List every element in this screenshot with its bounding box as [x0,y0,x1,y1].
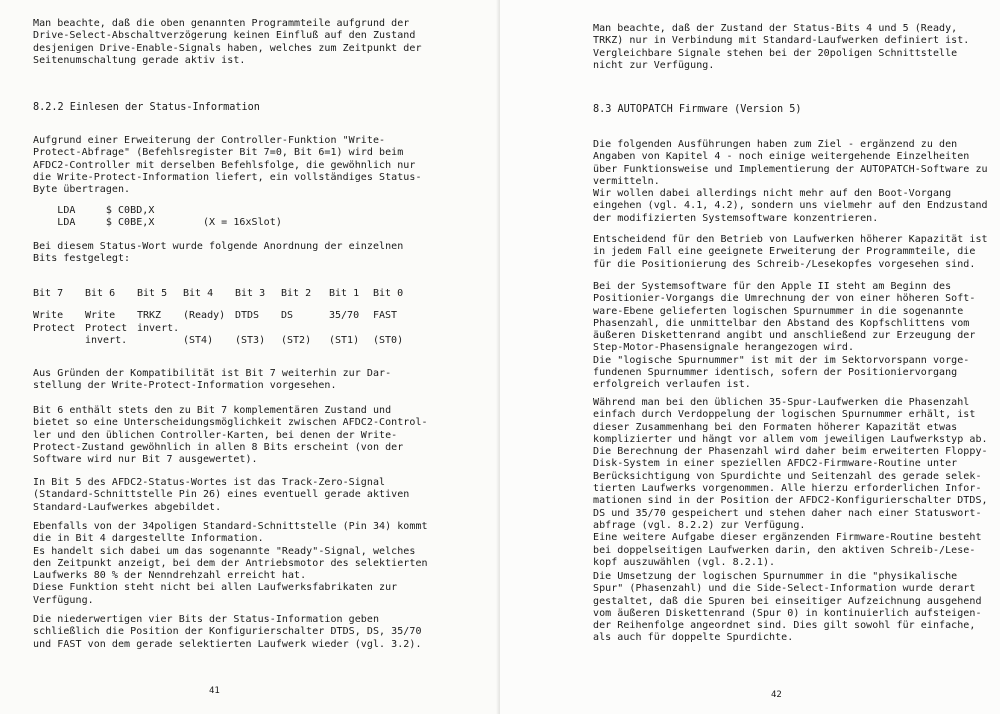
table-header-cell: Bit 1 [329,288,360,299]
page-number: 41 [209,686,220,696]
table-header-row [33,288,413,300]
page-number: 42 [771,690,782,700]
table-cell: FAST [373,310,398,322]
table-cell: invert. [137,322,180,334]
paragraph: Entscheidend für den Betrieb von Laufwerken höherer Kapazität ist in jedem Fall eine geeignete Erweiterung der Programmteile, die für die Positionierung des Schreib-/Lesekopfes vorgesehen sind. [593,234,988,270]
paragraph: In Bit 5 des AFDC2-Status-Wortes ist das Track-Zero-Signal (Standard-Schnittstelle Pin 26) eines eventuell gerade aktiven Standard-Laufwerkes abgebildet. [33,477,410,513]
paragraph: Bei der Systemsoftware für den Apple II steht am Beginn des Positionier-Vorgangs die Umrechnung der von einer höheren Soft- ware-Ebene gelieferten logischen Spurnummer in die sogenannte Phasenzahl, die unmittelbar den Abstand des Kopfschlittens vom äußeren Diskettenrand angibt und anschließend zur Erzeugung der Step-Motor-Phasensignale herangezogen wird. Die "logische Spurnummer" ist mit der im Sektorvorspann vorge- fundenen Spurnummer identisch, sofern der Positioniervorgang erfolgreich verlaufen ist. [593,281,976,391]
code-listing: LDA $ C0BD,X LDA $ C0BE,X (X = 16xSlot) [57,205,282,229]
table-cell: (ST2) [281,334,312,346]
right-page [500,0,1000,714]
paragraph: Ebenfalls von der 34poligen Standard-Schnittstelle (Pin 34) kommt die in Bit 4 dargestellte Information. Es handelt sich dabei um das sogenannte "Ready"-Signal, welches den Zeitpunkt anzeigt, bei dem der Antriebsmotor des selektierten Laufwerks 80 % der Nenndrehzahl erreicht hat. Diese Funktion steht nicht bei allen Laufwerksfabrikaten zur Verfügung. [33,521,428,606]
table-cell: (ST0) [373,334,404,346]
table-cell: (ST3) [235,334,266,346]
table-header-cell: Bit 0 [373,288,404,299]
table-cell: (ST4) [183,334,214,346]
intro-paragraph: Man beachte, daß der Zustand der Status-Bits 4 und 5 (Ready, TRKZ) nur in Verbindung mit Standard-Laufwerken definiert ist. Vergleichbare Signale stehen bei der 20poligen Schnittstelle nicht zur Verfügung. [593,23,970,71]
paragraph: Während man bei den üblichen 35-Spur-Laufwerken die Phasenzahl einfach durch Verdoppelung der logischen Spurnummer erhält, ist dieser Zusammenhang bei den Formaten höherer Kapazität etwas komplizierter und hängt vor allem vom jeweiligen Laufwerkstyp ab. Die Berechnung der Phasenzahl wird daher beim erweiterten Floppy- Disk-System in einer speziellen AFDC2-Firmware-Routine unter Berücksichtigung von Spurdichte und Seitenzahl des gerade selek- tierten Laufwerks vorgenommen. Alle hierzu erforderlichen Infor- mationen sind in der Position der AFDC2-Konfigurierschalter DTDS, DS und 35/70 gespeichert und stehen daher nach einer Statuswort- abfrage (vgl. 8.2.2) zur Verfügung. Eine weitere Aufgabe dieser ergänzenden Firmware-Routine besteht bei doppelseitigen Laufwerken darin, den aktiven Schreib-/Lese- kopf auszuwählen (vgl. 8.2.1). [593,397,988,568]
table-header-cell: Bit 6 [85,288,116,299]
section-heading: 8.2.2 Einlesen der Status-Information [33,102,260,113]
table-cell [373,323,413,335]
table-header-cell: Bit 4 [183,288,214,299]
table-cell: Protect [33,322,76,334]
table-cell: Protect [85,322,128,334]
table-cell: DTDS [235,310,260,322]
status-bit-table [33,288,413,347]
table-cell [33,335,85,347]
table-row [33,335,413,347]
table-cell [281,323,329,335]
paragraph: Bit 6 enthält stets den zu Bit 7 komplementären Zustand und bietet so eine Unterscheidungsmöglichkeit zwischen AFDC2-Control- ler und den üblichen Controller-Karten, bei denen der Write- Protect-Zustand gewöhnlich in allen 8 Bits erscheint (von der Software wird nur Bit 7 ausgewertet). [33,405,428,466]
table-cell: (Ready) [183,310,226,322]
table-cell: invert. [85,334,128,346]
table-header-cell: Bit 2 [281,288,312,299]
paragraph: Die niederwertigen vier Bits der Status-Information geben schließlich die Position der Konfigurierschalter DTDS, DS, 35/70 und FAST von dem gerade selektierten Laufwerk wieder (vgl. 3.2). [33,614,422,650]
table-cell: DS [281,310,294,322]
table-header-cell: Bit 3 [235,288,266,299]
table-cell: 35/70 [329,310,360,322]
table-cell [329,323,373,335]
table-cell: TRKZ [137,310,162,322]
table-row [33,323,413,335]
paragraph: Aus Gründen der Kompatibilität ist Bit 7 weiterhin zur Dar- stellung der Write-Protect-Information vorgesehen. [33,368,392,392]
table-cell: (ST1) [329,334,360,346]
paragraph: Die folgenden Ausführungen haben zum Ziel - ergänzend zu den Angaben von Kapitel 4 - noch einige weitergehende Einzelheiten über Funktionsweise und Implementierung der AUTOPATCH-Software zu vermitteln. Wir wollen dabei allerdings nicht mehr auf den Boot-Vorgang eingehen (vgl. 4.1, 4.2), sondern uns vielmehr auf den Endzustand der modifizierten Systemsoftware konzentrieren. [593,139,988,224]
paragraph: Aufgrund einer Erweiterung der Controller-Funktion "Write- Protect-Abfrage" (Befehlsregister Bit 7=0, Bit 6=1) wird beim AFDC2-Controller mit derselben Befehlsfolge, die gewöhnlich nur die Write-Protect-Information liefert, ein vollständiges Status- Byte übertragen. [33,135,422,196]
paragraph: Die Umsetzung der logischen Spurnummer in die "physikalische Spur" (Phasenzahl) und die Side-Select-Information wurde derart gestaltet, daß die Spuren bei einseitiger Aufzeichnung ausgehend vom äußeren Diskettenrand (Spur 0) in kontinuierlich aufsteigen- der Reihenfolge angeordnet sind. Dies gilt sowohl für einfache, als auch für doppelte Spurdichte. [593,571,982,644]
intro-paragraph: Man beachte, daß die oben genannten Programmteile aufgrund der Drive-Select-Abschaltverzögerung keinen Einfluß auf den Zustand desjenigen Drive-Enable-Signals haben, welches zum Zeitpunkt der Seitenumschaltung gerade aktiv ist. [33,18,422,66]
section-heading: 8.3 AUTOPATCH Firmware (Version 5) [593,104,802,115]
table-cell [137,335,183,347]
paragraph: Bei diesem Status-Wort wurde folgende Anordnung der einzelnen Bits festgelegt: [33,241,404,265]
table-header-cell: Bit 7 [33,288,64,299]
table-cell [235,323,281,335]
table-header-cell: Bit 5 [137,288,168,299]
table-cell: Write [85,310,116,322]
table-row [33,310,413,322]
table-cell [183,323,235,335]
table-cell: Write [33,310,64,322]
